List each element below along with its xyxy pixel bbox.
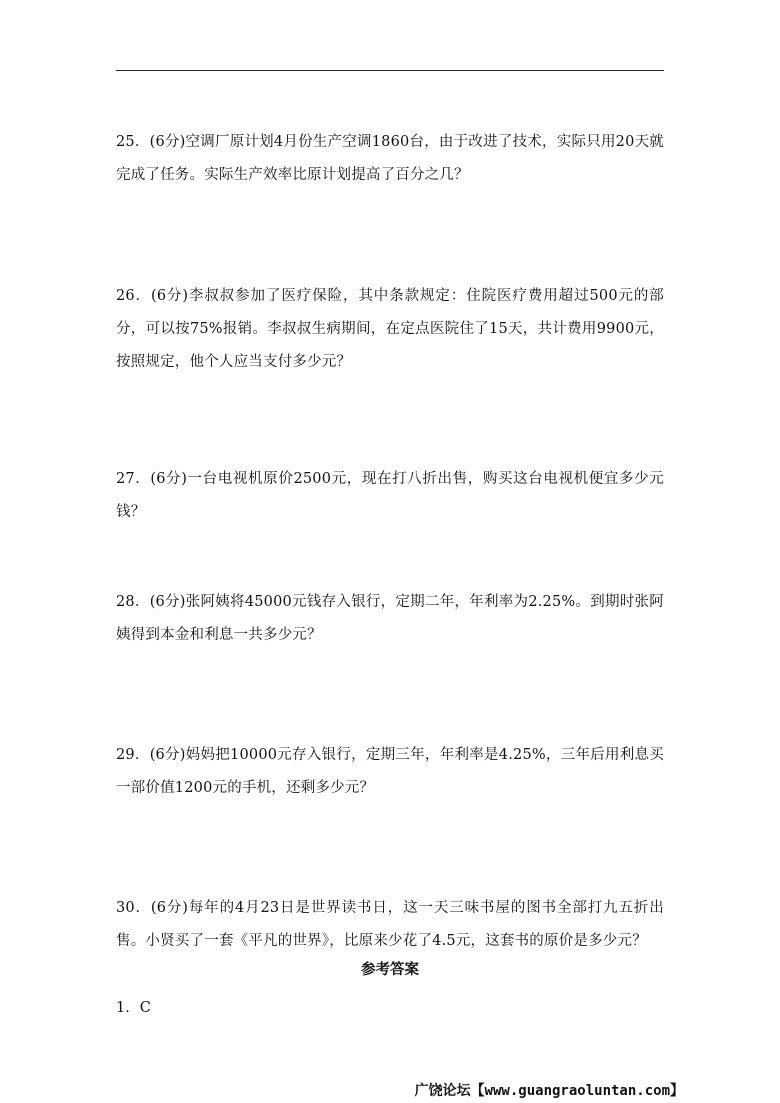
question-30: 30．(6分)每年的4月23日是世界读书日，这一天三味书屋的图书全部打九五折出售。小贤买了一套《平凡的世界》，比原来少花了4.5元，这套书的原价是多少元？	[116, 900, 664, 949]
answer-item: 1．C	[116, 1000, 151, 1016]
footer-watermark: 广饶论坛【www.guangraoluntan.com】	[414, 1083, 684, 1099]
question-29: 29．(6分)妈妈把10000元存入银行，定期三年，年利率是4.25%，三年后用利息买一部价值1200元的手机，还剩多少元？	[116, 747, 664, 796]
answers-heading: 参考答案	[361, 961, 419, 978]
question-25: 25．(6分)空调厂原计划4月份生产空调1860台，由于改进了技术，实际只用20天就完成了任务。实际生产效率比原计划提高了百分之几？	[116, 134, 664, 183]
question-28: 28．(6分)张阿姨将45000元钱存入银行，定期二年，年利率为2.25%。到期时张阿姨得到本金和利息一共多少元？	[116, 594, 664, 643]
header-rule	[116, 70, 664, 71]
question-27: 27．(6分)一台电视机原价2500元，现在打八折出售，购买这台电视机便宜多少元钱？	[116, 471, 664, 520]
question-26: 26．(6分)李叔叔参加了医疗保险，其中条款规定：住院医疗费用超过500元的部分，可以按75%报销。李叔叔生病期间，在定点医院住了15天，共计费用9900元，按照规定，他个人应当支付多少元？	[116, 288, 664, 370]
